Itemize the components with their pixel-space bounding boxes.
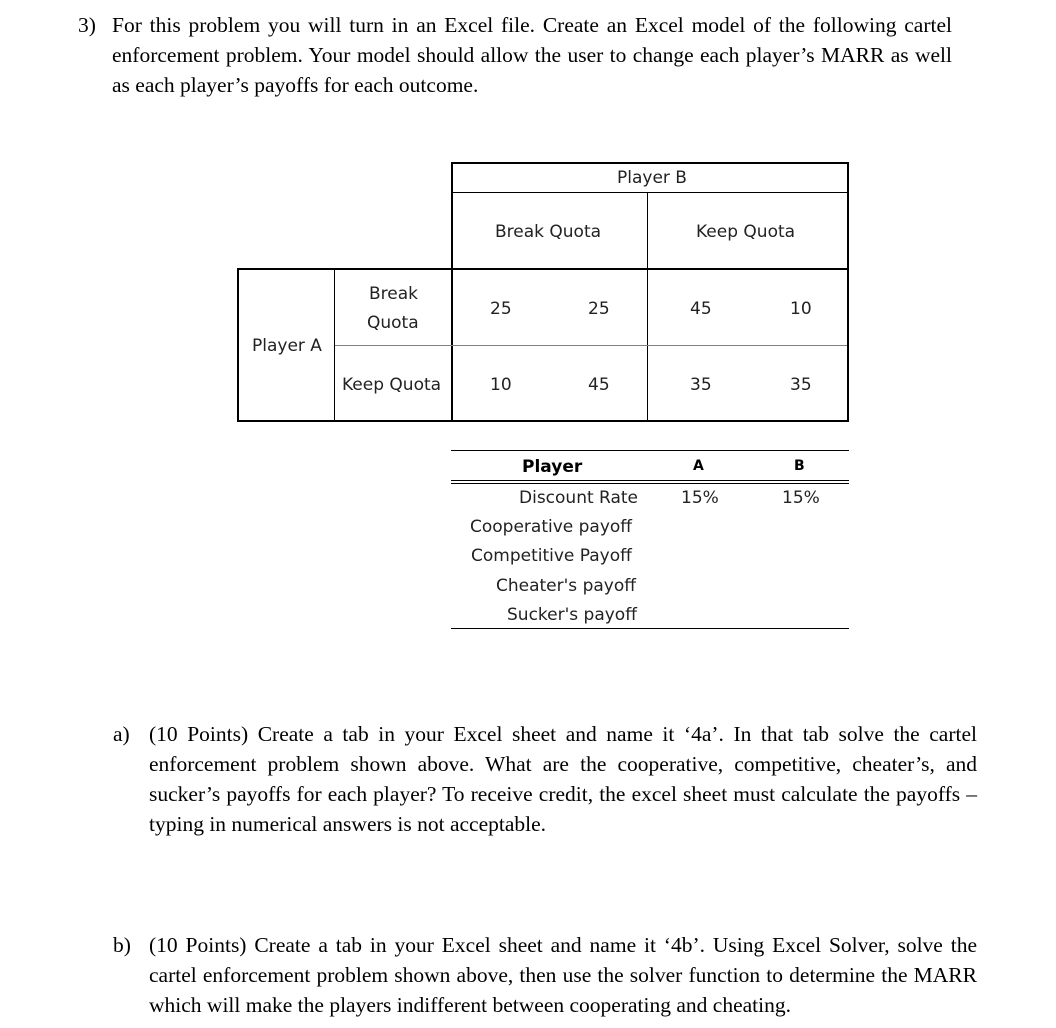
cheater-payoff-label: Cheater's payoff <box>496 576 636 596</box>
sucker-payoff-label: Sucker's payoff <box>507 605 637 625</box>
discount-rate-a: 15% <box>681 488 719 508</box>
payoff-keep-break-b: 45 <box>588 375 610 395</box>
cooperative-payoff-label: Cooperative payoff <box>470 517 633 537</box>
payoff-break-break-b: 25 <box>588 299 610 319</box>
part-b-text: (10 Points) Create a tab in your Excel sheet and name it ‘4b’. Using Excel Solver, solve the cartel enforcement problem shown above, then use the solver function to determine the MARR which will make the players indifferent between cooperating and cheating. <box>149 933 977 1017</box>
header-player: Player <box>522 457 583 477</box>
player-b-header: Player B <box>617 168 687 188</box>
column-break-quota: Break Quota <box>495 222 602 242</box>
row-break-quota-line1: Break <box>369 284 418 304</box>
payoff-keep-keep-b: 35 <box>790 375 812 395</box>
question-text: For this problem you will turn in an Excel file. Create an Excel model of the following cartel enforcement problem. Your model should allow the user to change each player’s MARR as well as each player’s payoffs for each outcome. <box>112 13 952 97</box>
discount-rate-b: 15% <box>782 488 820 508</box>
column-keep-quota: Keep Quota <box>696 222 796 242</box>
payoff-break-keep-a: 45 <box>690 299 712 319</box>
discount-rate-label: Discount Rate <box>519 488 639 508</box>
payoff-keep-break-a: 10 <box>490 375 512 395</box>
header-b: B <box>794 458 805 474</box>
part-a-label: a) <box>113 722 130 746</box>
header-a: A <box>693 458 704 474</box>
question-number: 3) <box>78 13 96 37</box>
payoff-keep-keep-a: 35 <box>690 375 712 395</box>
player-a-header: Player A <box>252 336 322 356</box>
payoff-break-break-a: 25 <box>490 299 512 319</box>
part-b-label: b) <box>113 933 131 957</box>
payoff-break-keep-b: 10 <box>790 299 812 319</box>
part-a-text: (10 Points) Create a tab in your Excel sheet and name it ‘4a’. In that tab solve the cartel enforcement problem shown above. What are the cooperative, competitive, cheater’s, and sucker’s payoffs for each player? To receive credit, the excel sheet must calculate the payoffs – typing in numerical answers is not acceptable. <box>149 722 977 836</box>
row-keep-quota: Keep Quota <box>342 375 442 395</box>
competitive-payoff-label: Competitive Payoff <box>471 546 632 566</box>
row-break-quota-line2: Quota <box>367 313 419 333</box>
